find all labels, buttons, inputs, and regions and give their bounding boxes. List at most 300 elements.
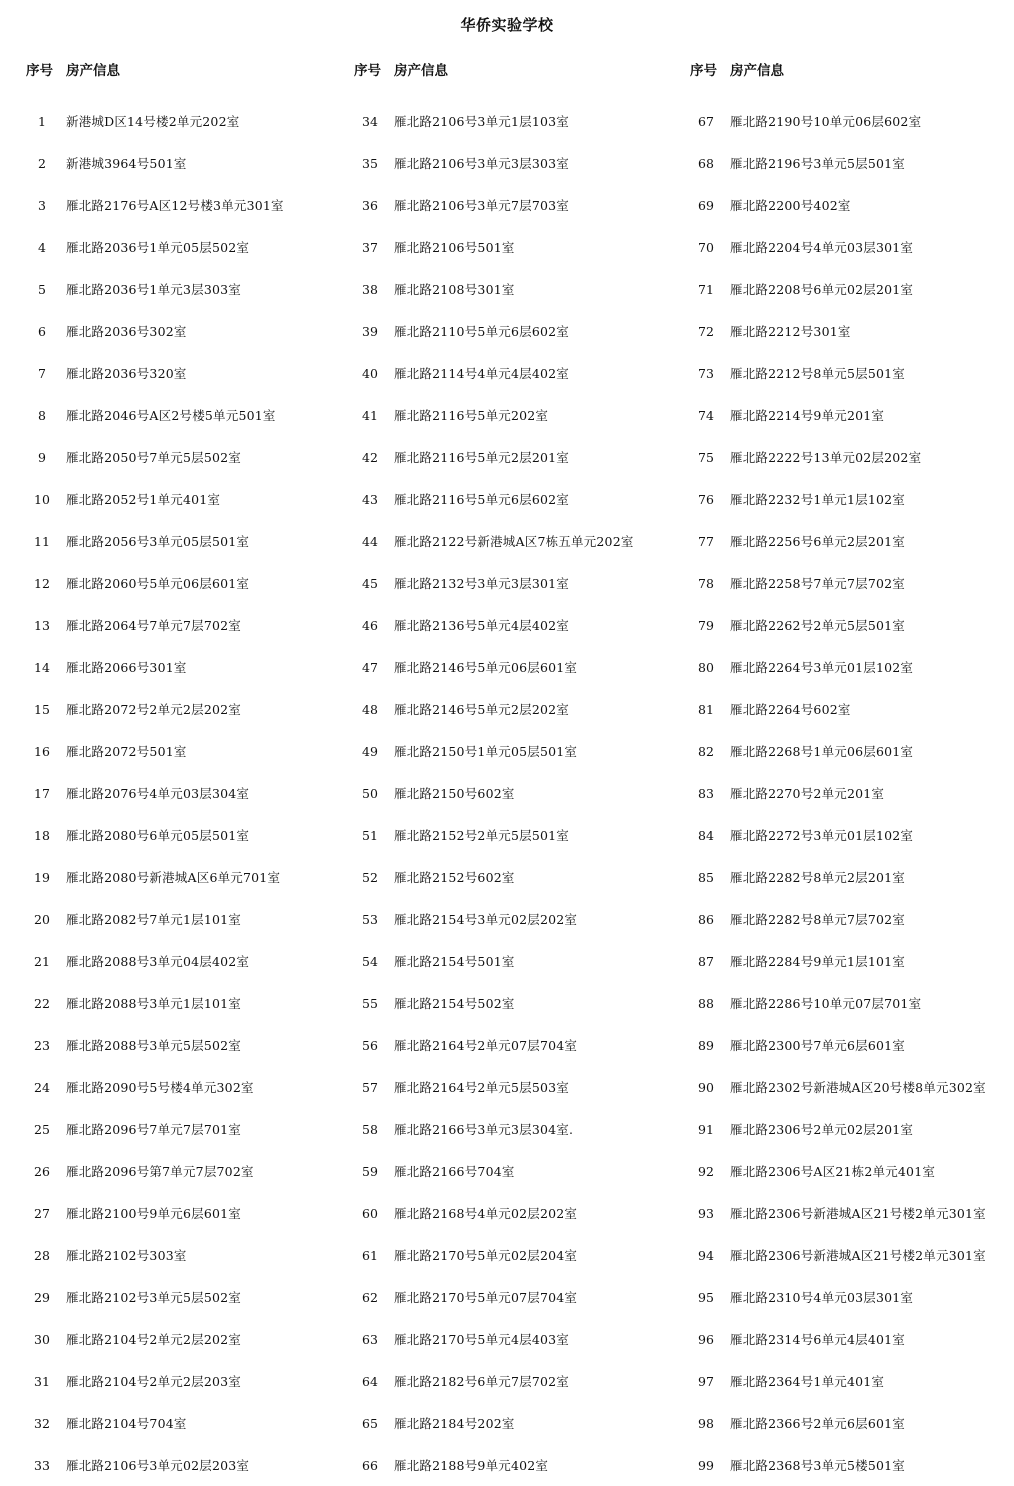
table-row: [690, 1192, 1010, 1234]
row-serial-number: 78: [698, 575, 714, 591]
row-property-info: 雁北路2196号3单元5层501室: [730, 156, 905, 171]
row-property-info: 雁北路2066号301室: [66, 660, 187, 675]
row-property-info: 雁北路2264号3单元01层102室: [730, 660, 914, 675]
row-serial-number: 67: [698, 113, 714, 129]
row-serial-number: 11: [34, 533, 50, 549]
table-row: [690, 268, 1010, 310]
table-row: [354, 730, 684, 772]
row-serial-number: 41: [362, 407, 378, 423]
row-serial-number: 13: [34, 617, 50, 633]
table-row: [354, 1066, 684, 1108]
row-property-info: 雁北路2154号502室: [394, 996, 515, 1011]
table-row: [690, 1444, 1010, 1486]
table-row: [354, 772, 684, 814]
row-serial-number: 42: [362, 449, 378, 465]
table-row: [690, 982, 1010, 1024]
row-property-info: 雁北路2146号5单元06层601室: [394, 660, 578, 675]
table-row: [26, 856, 336, 898]
row-property-info: 雁北路2104号2单元2层203室: [66, 1374, 241, 1389]
row-serial-number: 8: [38, 407, 46, 423]
row-serial-number: 20: [34, 911, 50, 927]
row-serial-number: 12: [34, 575, 50, 591]
header-serial-number: 序号: [26, 63, 53, 79]
row-serial-number: 46: [362, 617, 378, 633]
row-list: [26, 100, 336, 1486]
header-property-info: 房产信息: [66, 63, 120, 79]
row-serial-number: 81: [698, 701, 714, 717]
row-serial-number: 10: [34, 491, 50, 507]
row-property-info: 雁北路2286号10单元07层701室: [730, 996, 922, 1011]
row-serial-number: 49: [362, 743, 378, 759]
table-row: [354, 1108, 684, 1150]
row-property-info: 雁北路2170号5单元4层403室: [394, 1332, 569, 1347]
row-serial-number: 66: [362, 1457, 378, 1473]
row-property-info: 雁北路2184号202室: [394, 1416, 515, 1431]
row-serial-number: 33: [34, 1457, 50, 1473]
row-serial-number: 95: [698, 1289, 714, 1305]
row-property-info: 雁北路2036号320室: [66, 366, 187, 381]
row-serial-number: 92: [698, 1163, 714, 1179]
table-row: [690, 604, 1010, 646]
row-serial-number: 45: [362, 575, 378, 591]
table-row: [354, 1234, 684, 1276]
table-row: [26, 436, 336, 478]
row-property-info: 雁北路2214号9单元201室: [730, 408, 885, 423]
row-serial-number: 14: [34, 659, 50, 675]
row-serial-number: 91: [698, 1121, 714, 1137]
row-serial-number: 4: [38, 239, 46, 255]
row-serial-number: 35: [362, 155, 378, 171]
row-serial-number: 50: [362, 785, 378, 801]
row-serial-number: 69: [698, 197, 714, 213]
row-serial-number: 88: [698, 995, 714, 1011]
row-serial-number: 39: [362, 323, 378, 339]
table-row: [26, 184, 336, 226]
row-property-info: 雁北路2282号8单元7层702室: [730, 912, 905, 927]
table-row: [690, 772, 1010, 814]
table-row: [690, 1276, 1010, 1318]
table-column-1: [26, 58, 336, 1473]
column-header: [690, 58, 1010, 80]
row-property-info: 雁北路2314号6单元4层401室: [730, 1332, 905, 1347]
row-serial-number: 63: [362, 1331, 378, 1347]
row-property-info: 雁北路2176号A区12号楼3单元301室: [66, 198, 284, 213]
row-serial-number: 90: [698, 1079, 714, 1095]
row-serial-number: 96: [698, 1331, 714, 1347]
row-property-info: 雁北路2200号402室: [730, 198, 851, 213]
row-property-info: 雁北路2256号6单元2层201室: [730, 534, 905, 549]
row-serial-number: 2: [38, 155, 46, 171]
row-serial-number: 19: [34, 869, 50, 885]
table-row: [354, 604, 684, 646]
row-property-info: 雁北路2088号3单元5层502室: [66, 1038, 241, 1053]
table-row: [354, 184, 684, 226]
row-serial-number: 48: [362, 701, 378, 717]
row-property-info: 雁北路2082号7单元1层101室: [66, 912, 241, 927]
table-row: [690, 1108, 1010, 1150]
row-property-info: 雁北路2080号6单元05层501室: [66, 828, 250, 843]
row-serial-number: 23: [34, 1037, 50, 1053]
row-property-info: 雁北路2080号新港城A区6单元701室: [66, 870, 281, 885]
row-serial-number: 79: [698, 617, 714, 633]
row-serial-number: 7: [38, 365, 46, 381]
page-title: 华侨实验学校: [460, 16, 554, 34]
row-serial-number: 61: [362, 1247, 378, 1263]
row-serial-number: 85: [698, 869, 714, 885]
table-row: [26, 982, 336, 1024]
row-serial-number: 57: [362, 1079, 378, 1095]
row-serial-number: 59: [362, 1163, 378, 1179]
row-property-info: 新港城D区14号楼2单元202室: [66, 114, 240, 129]
table-row: [690, 1402, 1010, 1444]
table-row: [690, 1318, 1010, 1360]
row-serial-number: 75: [698, 449, 714, 465]
row-property-info: 雁北路2212号301室: [730, 324, 851, 339]
table-row: [26, 898, 336, 940]
table-row: [690, 1360, 1010, 1402]
row-property-info: 雁北路2310号4单元03层301室: [730, 1290, 914, 1305]
row-property-info: 雁北路2104号704室: [66, 1416, 187, 1431]
row-serial-number: 76: [698, 491, 714, 507]
row-serial-number: 47: [362, 659, 378, 675]
table-row: [354, 646, 684, 688]
row-serial-number: 3: [38, 197, 46, 213]
row-serial-number: 68: [698, 155, 714, 171]
row-serial-number: 89: [698, 1037, 714, 1053]
row-property-info: 雁北路2306号2单元02层201室: [730, 1122, 914, 1137]
row-property-info: 雁北路2152号602室: [394, 870, 515, 885]
row-property-info: 雁北路2114号4单元4层402室: [394, 366, 569, 381]
table-row: [354, 1360, 684, 1402]
row-property-info: 雁北路2154号3单元02层202室: [394, 912, 578, 927]
table-row: [354, 856, 684, 898]
row-property-info: 雁北路2116号5单元6层602室: [394, 492, 569, 507]
row-property-info: 雁北路2168号4单元02层202室: [394, 1206, 578, 1221]
table-row: [354, 352, 684, 394]
table-row: [26, 772, 336, 814]
table-row: [26, 352, 336, 394]
row-property-info: 雁北路2208号6单元02层201室: [730, 282, 914, 297]
row-property-info: 雁北路2306号新港城A区21号楼2单元301室: [730, 1206, 986, 1221]
table-row: [354, 688, 684, 730]
table-row: [26, 646, 336, 688]
table-row: [690, 226, 1010, 268]
row-serial-number: 44: [362, 533, 378, 549]
table-row: [26, 940, 336, 982]
row-property-info: 雁北路2122号新港城A区7栋五单元202室: [394, 534, 634, 549]
table-row: [690, 562, 1010, 604]
row-serial-number: 29: [34, 1289, 50, 1305]
table-row: [354, 520, 684, 562]
table-row: [26, 1276, 336, 1318]
row-property-info: 雁北路2096号7单元7层701室: [66, 1122, 241, 1137]
row-property-info: 雁北路2052号1单元401室: [66, 492, 221, 507]
row-property-info: 雁北路2306号A区21栋2单元401室: [730, 1164, 936, 1179]
row-property-info: 雁北路2150号602室: [394, 786, 515, 801]
row-property-info: 雁北路2100号9单元6层601室: [66, 1206, 241, 1221]
row-property-info: 雁北路2036号1单元3层303室: [66, 282, 241, 297]
table-row: [690, 142, 1010, 184]
row-serial-number: 94: [698, 1247, 714, 1263]
table-row: [354, 1402, 684, 1444]
row-serial-number: 99: [698, 1457, 714, 1473]
row-property-info: 雁北路2284号9单元1层101室: [730, 954, 905, 969]
row-serial-number: 17: [34, 785, 50, 801]
row-serial-number: 73: [698, 365, 714, 381]
row-property-info: 雁北路2102号303室: [66, 1248, 187, 1263]
table-row: [690, 940, 1010, 982]
row-property-info: 雁北路2106号3单元3层303室: [394, 156, 569, 171]
row-property-info: 雁北路2152号2单元5层501室: [394, 828, 569, 843]
row-property-info: 雁北路2364号1单元401室: [730, 1374, 885, 1389]
table-row: [690, 898, 1010, 940]
row-property-info: 雁北路2106号501室: [394, 240, 515, 255]
table-row: [690, 814, 1010, 856]
row-property-info: 雁北路2072号2单元2层202室: [66, 702, 241, 717]
row-serial-number: 5: [38, 281, 46, 297]
table-row: [354, 814, 684, 856]
table-row: [26, 730, 336, 772]
row-property-info: 雁北路2106号3单元7层703室: [394, 198, 569, 213]
row-serial-number: 25: [34, 1121, 50, 1137]
row-property-info: 雁北路2182号6单元7层702室: [394, 1374, 569, 1389]
row-property-info: 雁北路2036号1单元05层502室: [66, 240, 250, 255]
table-row: [26, 688, 336, 730]
row-serial-number: 83: [698, 785, 714, 801]
table-row: [26, 1402, 336, 1444]
row-property-info: 雁北路2212号8单元5层501室: [730, 366, 905, 381]
table-row: [354, 310, 684, 352]
row-serial-number: 86: [698, 911, 714, 927]
row-property-info: 雁北路2104号2单元2层202室: [66, 1332, 241, 1347]
row-property-info: 雁北路2258号7单元7层702室: [730, 576, 905, 591]
row-property-info: 雁北路2060号5单元06层601室: [66, 576, 250, 591]
table-row: [26, 1444, 336, 1486]
table-row: [26, 562, 336, 604]
table-row: [354, 268, 684, 310]
row-serial-number: 52: [362, 869, 378, 885]
table-row: [26, 142, 336, 184]
row-property-info: 雁北路2088号3单元04层402室: [66, 954, 250, 969]
row-serial-number: 40: [362, 365, 378, 381]
row-serial-number: 26: [34, 1163, 50, 1179]
table-row: [354, 478, 684, 520]
table-row: [690, 478, 1010, 520]
table-row: [26, 100, 336, 142]
row-serial-number: 24: [34, 1079, 50, 1095]
row-list: [690, 100, 1010, 1486]
row-property-info: 新港城3964号501室: [66, 156, 187, 171]
row-serial-number: 27: [34, 1205, 50, 1221]
header-serial-number: 序号: [690, 63, 717, 79]
table-row: [26, 268, 336, 310]
row-serial-number: 53: [362, 911, 378, 927]
table-row: [26, 520, 336, 562]
row-serial-number: 74: [698, 407, 714, 423]
table-row: [690, 394, 1010, 436]
row-serial-number: 31: [34, 1373, 50, 1389]
table-row: [690, 436, 1010, 478]
row-property-info: 雁北路2150号1单元05层501室: [394, 744, 578, 759]
row-property-info: 雁北路2102号3单元5层502室: [66, 1290, 241, 1305]
row-property-info: 雁北路2204号4单元03层301室: [730, 240, 914, 255]
row-serial-number: 22: [34, 995, 50, 1011]
row-serial-number: 18: [34, 827, 50, 843]
row-serial-number: 54: [362, 953, 378, 969]
table-row: [26, 1360, 336, 1402]
row-serial-number: 60: [362, 1205, 378, 1221]
row-property-info: 雁北路2036号302室: [66, 324, 187, 339]
row-serial-number: 15: [34, 701, 50, 717]
row-property-info: 雁北路2090号5号楼4单元302室: [66, 1080, 254, 1095]
row-property-info: 雁北路2190号10单元06层602室: [730, 114, 922, 129]
row-serial-number: 1: [38, 113, 46, 129]
table-row: [354, 1444, 684, 1486]
row-property-info: 雁北路2146号5单元2层202室: [394, 702, 569, 717]
table-row: [354, 1192, 684, 1234]
row-serial-number: 72: [698, 323, 714, 339]
table-row: [26, 310, 336, 352]
table-row: [690, 310, 1010, 352]
row-serial-number: 38: [362, 281, 378, 297]
row-serial-number: 70: [698, 239, 714, 255]
table-row: [690, 1150, 1010, 1192]
row-serial-number: 77: [698, 533, 714, 549]
table-row: [26, 1318, 336, 1360]
table-row: [690, 1066, 1010, 1108]
row-property-info: 雁北路2106号3单元1层103室: [394, 114, 569, 129]
row-property-info: 雁北路2302号新港城A区20号楼8单元302室: [730, 1080, 986, 1095]
header-property-info: 房产信息: [394, 63, 448, 79]
row-property-info: 雁北路2136号5单元4层402室: [394, 618, 569, 633]
table-row: [26, 1066, 336, 1108]
row-serial-number: 71: [698, 281, 714, 297]
row-serial-number: 65: [362, 1415, 378, 1431]
row-serial-number: 56: [362, 1037, 378, 1053]
row-serial-number: 64: [362, 1373, 378, 1389]
row-property-info: 雁北路2056号3单元05层501室: [66, 534, 250, 549]
row-property-info: 雁北路2366号2单元6层601室: [730, 1416, 905, 1431]
table-row: [354, 226, 684, 268]
row-property-info: 雁北路2262号2单元5层501室: [730, 618, 905, 633]
column-header: [26, 58, 336, 80]
row-property-info: 雁北路2076号4单元03层304室: [66, 786, 250, 801]
table-row: [690, 1024, 1010, 1066]
row-serial-number: 97: [698, 1373, 714, 1389]
row-serial-number: 34: [362, 113, 378, 129]
row-serial-number: 82: [698, 743, 714, 759]
table-row: [26, 1024, 336, 1066]
table-row: [354, 394, 684, 436]
row-property-info: 雁北路2116号5单元202室: [394, 408, 549, 423]
row-property-info: 雁北路2188号9单元402室: [394, 1458, 549, 1473]
table-row: [26, 814, 336, 856]
row-serial-number: 58: [362, 1121, 378, 1137]
row-property-info: 雁北路2268号1单元06层601室: [730, 744, 914, 759]
row-property-info: 雁北路2306号新港城A区21号楼2单元301室: [730, 1248, 986, 1263]
row-serial-number: 51: [362, 827, 378, 843]
row-serial-number: 30: [34, 1331, 50, 1347]
row-serial-number: 84: [698, 827, 714, 843]
row-property-info: 雁北路2300号7单元6层601室: [730, 1038, 905, 1053]
header-property-info: 房产信息: [730, 63, 784, 79]
row-property-info: 雁北路2116号5单元2层201室: [394, 450, 569, 465]
table-row: [354, 940, 684, 982]
row-property-info: 雁北路2106号3单元02层203室: [66, 1458, 250, 1473]
table-row: [26, 604, 336, 646]
row-serial-number: 37: [362, 239, 378, 255]
row-property-info: 雁北路2166号704室: [394, 1164, 515, 1179]
row-property-info: 雁北路2264号602室: [730, 702, 851, 717]
row-property-info: 雁北路2132号3单元3层301室: [394, 576, 569, 591]
row-property-info: 雁北路2050号7单元5层502室: [66, 450, 241, 465]
row-property-info: 雁北路2072号501室: [66, 744, 187, 759]
table-row: [690, 352, 1010, 394]
row-property-info: 雁北路2164号2单元5层503室: [394, 1080, 569, 1095]
row-property-info: 雁北路2368号3单元5楼501室: [730, 1458, 905, 1473]
row-property-info: 雁北路2232号1单元1层102室: [730, 492, 905, 507]
row-serial-number: 98: [698, 1415, 714, 1431]
row-serial-number: 28: [34, 1247, 50, 1263]
row-list: [354, 100, 684, 1486]
table-column-3: [690, 58, 1010, 1473]
table-row: [354, 1024, 684, 1066]
table-row: [690, 730, 1010, 772]
table-row: [690, 646, 1010, 688]
table-row: [26, 478, 336, 520]
table-row: [26, 1108, 336, 1150]
row-property-info: 雁北路2110号5单元6层602室: [394, 324, 569, 339]
row-property-info: 雁北路2282号8单元2层201室: [730, 870, 905, 885]
table-row: [26, 1150, 336, 1192]
table-column-2: [354, 58, 684, 1473]
table-row: [354, 1276, 684, 1318]
table-row: [26, 226, 336, 268]
table-row: [354, 100, 684, 142]
header-serial-number: 序号: [354, 63, 381, 79]
table-row: [26, 1234, 336, 1276]
row-property-info: 雁北路2064号7单元7层702室: [66, 618, 241, 633]
row-serial-number: 80: [698, 659, 714, 675]
table-row: [690, 100, 1010, 142]
table-row: [354, 562, 684, 604]
row-property-info: 雁北路2170号5单元07层704室: [394, 1290, 578, 1305]
row-property-info: 雁北路2164号2单元07层704室: [394, 1038, 578, 1053]
table-row: [690, 856, 1010, 898]
table-row: [354, 436, 684, 478]
row-serial-number: 36: [362, 197, 378, 213]
row-serial-number: 93: [698, 1205, 714, 1221]
row-property-info: 雁北路2088号3单元1层101室: [66, 996, 241, 1011]
row-property-info: 雁北路2166号3单元3层304室.: [394, 1122, 574, 1137]
row-property-info: 雁北路2170号5单元02层204室: [394, 1248, 578, 1263]
row-serial-number: 43: [362, 491, 378, 507]
row-property-info: 雁北路2272号3单元01层102室: [730, 828, 914, 843]
table-row: [690, 1234, 1010, 1276]
row-property-info: 雁北路2046号A区2号楼5单元501室: [66, 408, 276, 423]
row-property-info: 雁北路2108号301室: [394, 282, 515, 297]
row-serial-number: 87: [698, 953, 714, 969]
table-row: [354, 982, 684, 1024]
row-property-info: 雁北路2270号2单元201室: [730, 786, 885, 801]
column-header: [354, 58, 684, 80]
row-property-info: 雁北路2154号501室: [394, 954, 515, 969]
row-serial-number: 6: [38, 323, 46, 339]
row-serial-number: 32: [34, 1415, 50, 1431]
table-row: [26, 394, 336, 436]
row-serial-number: 9: [38, 449, 46, 465]
table-row: [354, 898, 684, 940]
